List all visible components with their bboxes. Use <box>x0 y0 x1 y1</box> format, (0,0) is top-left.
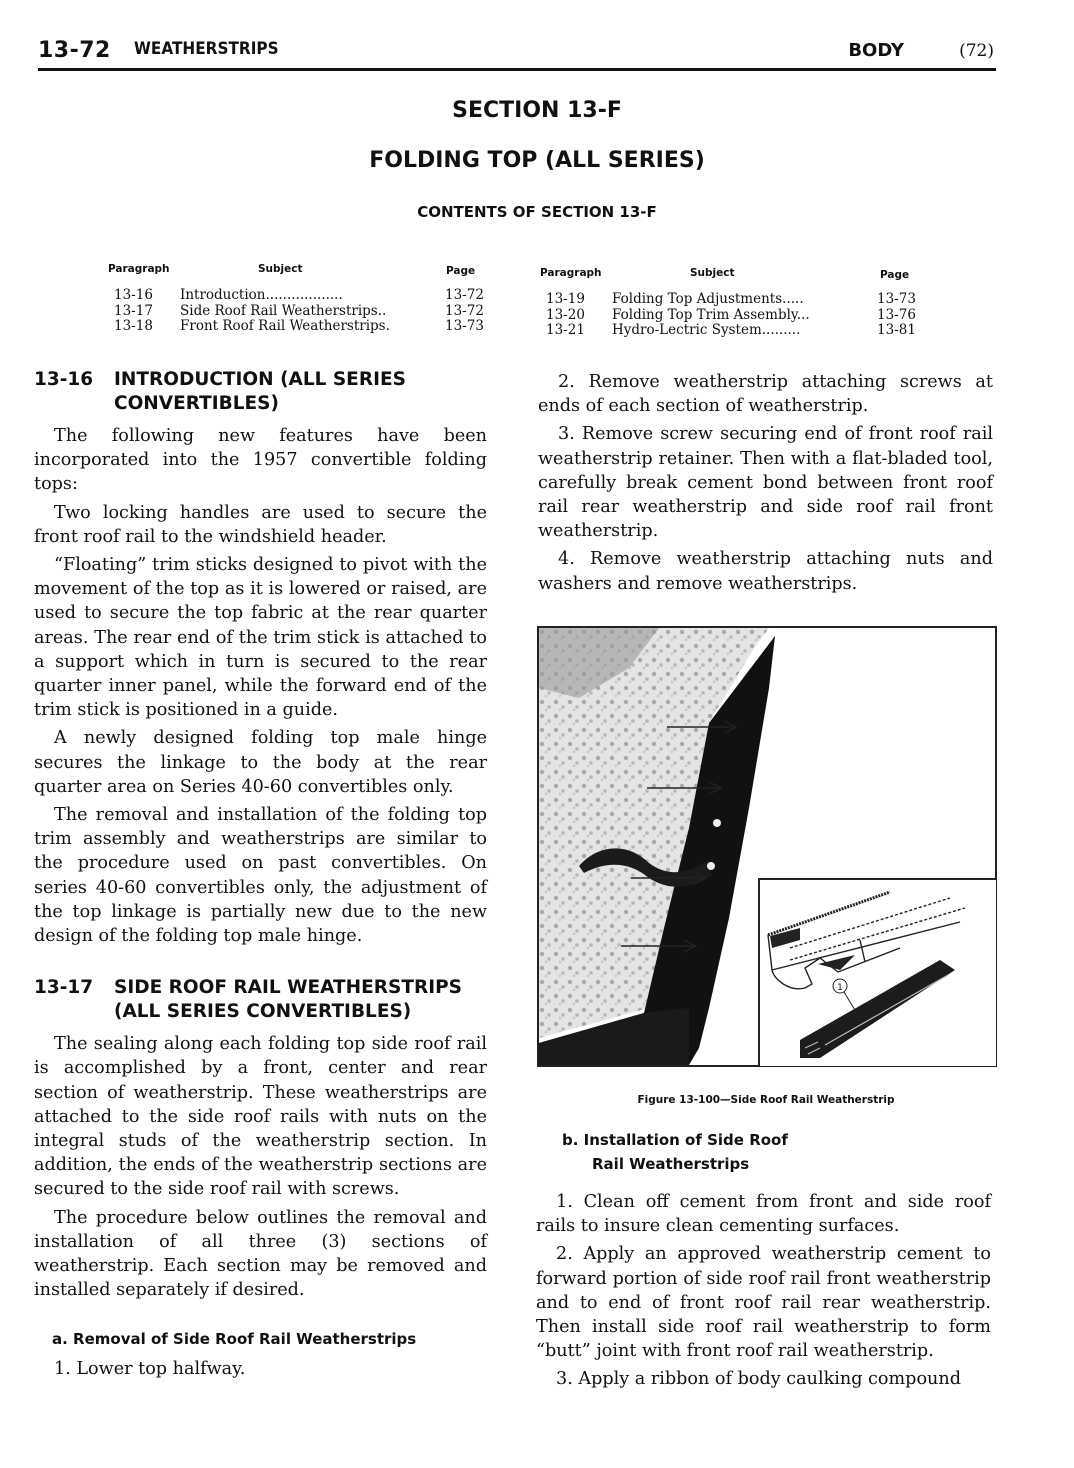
paragraph: “Floating” trim sticks designed to pivot with the movement of the top as it is lowered or raised, are used to secure the top fabric at the rear quarter areas. The rear end of the trim stick is attached to a support which in turn is secured to the rear quarter inner panel, while the forward end of the trim stick is positioned in a guide. <box>34 555 487 721</box>
toc-left: Paragraph Subject Page 13-16 Introduction.................. 13-72 13-17 Side Roof Rail Weatherstrips.. 13-72 13-18 Front Roof Rail Weatherstrips. 13-73 <box>108 263 484 334</box>
toc-header-page: Page <box>880 269 910 281</box>
paragraph: The removal and installation of the folding top trim assembly and weatherstrips are similar to the procedure used on past convertibles. On series 40-60 convertibles only, the adjustment of the top linkage is partially new due to the new design of the folding top male hinge. <box>34 805 487 947</box>
heading-installation: b. Installation of Side Roof Rail Weatherstrips <box>562 1131 788 1173</box>
toc-subject: Folding Top Adjustments..... <box>612 291 804 307</box>
section-title: SECTION 13-F <box>452 98 622 123</box>
step: 2. Apply an approved weatherstrip cement to forward portion of side roof rail front weatherstrip and to end of front roof rail rear weatherstrip. Then install side roof rail weatherstrip to form “butt” joint with front roof rail weatherstrip. <box>536 1244 991 1362</box>
toc-header-page: Page <box>446 265 476 277</box>
toc-subject: Introduction.................. <box>180 287 343 303</box>
toc-header-paragraph: Paragraph <box>540 267 602 279</box>
toc-header-subject: Subject <box>690 267 735 279</box>
figure-inset <box>758 878 996 1066</box>
contents-heading: CONTENTS OF SECTION 13-F <box>417 203 657 221</box>
page-number: 13-72 <box>38 38 111 63</box>
toc-subject: Folding Top Trim Assembly... <box>612 307 810 323</box>
running-head <box>38 34 996 71</box>
toc-subject: Front Roof Rail Weatherstrips. <box>180 318 390 334</box>
paragraph: The sealing along each folding top side roof rail is accomplished by a front, center and rear section of weatherstrip. These weatherstrips are attached to the side roof rails with nuts on the integral studs of the weatherstrip section. In addition, the ends of the weatherstrip sections are secured to the side roof rail with screws. <box>34 1034 487 1200</box>
heading-introduction: 13-16 INTRODUCTION (ALL SERIES CONVERTIBLES) <box>34 369 406 414</box>
toc-subject: Side Roof Rail Weatherstrips.. <box>180 303 387 319</box>
step: 4. Remove weatherstrip attaching nuts and washers and remove weatherstrips. <box>538 549 993 594</box>
weatherstrip-section-drawing <box>760 880 996 1066</box>
paragraph: The procedure below outlines the removal and installation of all three (3) sections of weatherstrip. Each section may be removed and installed separately if desired. <box>34 1207 487 1301</box>
step: 1. Clean off cement from front and side roof rails to insure clean cementing surfaces. <box>536 1192 991 1237</box>
paragraph: A newly designed folding top male hinge secures the linkage to the body at the rear quarter area on Series 40-60 convertibles only. <box>34 728 487 797</box>
heading-removal: a. Removal of Side Roof Rail Weatherstrips <box>52 1329 417 1348</box>
section-group: BODY <box>848 40 904 61</box>
step: 3. Apply a ribbon of body caulking compound <box>556 1369 961 1390</box>
right-column-top <box>538 370 993 600</box>
figure-caption: Figure 13-100—Side Roof Rail Weatherstrip <box>637 1094 895 1106</box>
toc-right: Paragraph Subject Page 13-19 Folding Top Adjustments..... 13-73 13-20 Folding Top Trim Assembly... 13-76 13-21 Hydro-Lectric System......... 13-81 <box>540 267 916 338</box>
step: 1. Lower top halfway. <box>54 1358 246 1379</box>
paragraph: The following new features have been incorporated into the 1957 convertible folding tops: <box>34 426 487 495</box>
callout-number: 1 <box>837 983 843 993</box>
heading-side-roof-rail: 13-17 SIDE ROOF RAIL WEATHERSTRIPS (ALL SERIES CONVERTIBLES) <box>34 977 462 1023</box>
step: 2. Remove weatherstrip attaching screws at ends of each section of weatherstrip. <box>538 372 993 417</box>
folio: (72) <box>959 41 994 61</box>
toc-header-paragraph: Paragraph <box>108 263 170 275</box>
toc-header-subject: Subject <box>258 263 303 275</box>
step: 3. Remove screw securing end of front roof rail weatherstrip retainer. Then with a flat-bladed tool, carefully break cement bond between front roof rail rear weatherstrip and side roof rail front weatherstrip. <box>538 424 993 542</box>
chapter-title: WEATHERSTRIPS <box>134 39 279 59</box>
left-column <box>34 368 487 1385</box>
right-column-bottom <box>536 1128 991 1396</box>
section-subtitle: FOLDING TOP (ALL SERIES) <box>369 148 705 173</box>
paragraph: Two locking handles are used to secure the front roof rail to the windshield header. <box>34 502 487 547</box>
toc-subject: Hydro-Lectric System......... <box>612 322 801 338</box>
